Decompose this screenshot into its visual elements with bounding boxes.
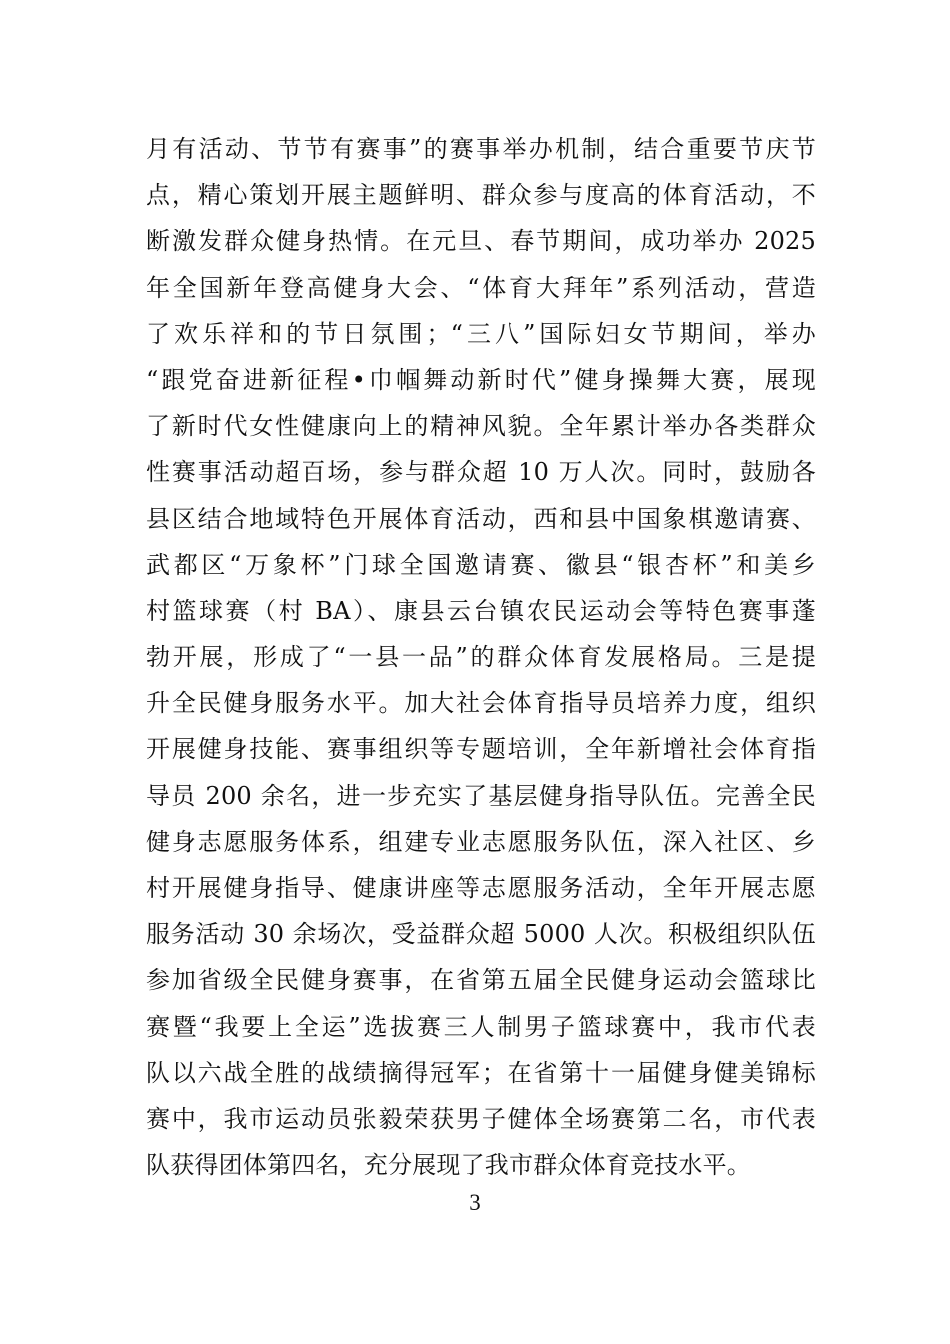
text-line: 县区结合地域特色开展体育活动，西和县中国象棋邀请赛、 bbox=[146, 504, 816, 533]
text-line: 月有活动、节节有赛事”的赛事举办机制，结合重要节庆节 bbox=[146, 135, 816, 163]
text-line: 升全民健身服务水平。加大社会体育指导员培养力度，组织 bbox=[146, 689, 816, 718]
text-line: 赛中，我市运动员张毅荣获男子健体全场赛第二名，市代表 bbox=[146, 1104, 816, 1133]
text-line: 服务活动 30 余场次，受益群众超 5000 人次。积极组织队伍 bbox=[146, 920, 816, 949]
text-line: 点，精心策划开展主题鲜明、群众参与度高的体育活动，不 bbox=[146, 181, 816, 210]
text-line: “跟党奋进新征程•巾帼舞动新时代”健身操舞大赛，展现 bbox=[146, 365, 816, 394]
text-line-last: 队获得团体第四名，充分展现了我市群众体育竞技水平。 bbox=[146, 1151, 751, 1180]
text-line: 村开展健身指导、健康讲座等志愿服务活动，全年开展志愿 bbox=[146, 874, 816, 902]
text-line: 参加省级全民健身赛事，在省第五届全民健身运动会篮球比 bbox=[146, 966, 816, 995]
text-line: 勃开展，形成了“一县一品”的群众体育发展格局。三是提 bbox=[146, 643, 816, 672]
text-line: 性赛事活动超百场，参与群众超 10 万人次。同时，鼓励各 bbox=[146, 458, 816, 487]
text-line: 赛暨“我要上全运”选拔赛三人制男子篮球赛中，我市代表 bbox=[146, 1012, 816, 1041]
text-line: 健身志愿服务体系，组建专业志愿服务队伍，深入社区、乡 bbox=[146, 827, 816, 856]
text-line: 导员 200 余名，进一步充实了基层健身指导队伍。完善全民 bbox=[146, 781, 816, 810]
text-line: 了新时代女性健康向上的精神风貌。全年累计举办各类群众 bbox=[146, 412, 816, 441]
text-line: 队以六战全胜的战绩摘得冠军；在省第十一届健身健美锦标 bbox=[146, 1058, 816, 1087]
text-line: 开展健身技能、赛事组织等专题培训，全年新增社会体育指 bbox=[146, 735, 816, 764]
body-paragraph bbox=[146, 126, 816, 1188]
text-line: 村篮球赛（村 BA）、康县云台镇农民运动会等特色赛事蓬 bbox=[146, 596, 816, 625]
text-line: 断激发群众健身热情。在元旦、春节期间，成功举办 2025 bbox=[146, 227, 816, 256]
page-number: 3 bbox=[469, 1190, 481, 1215]
text-line: 了欢乐祥和的节日氛围；“三八”国际妇女节期间，举办 bbox=[146, 319, 816, 348]
text-line: 年全国新年登高健身大会、“体育大拜年”系列活动，营造 bbox=[146, 273, 816, 302]
text-line: 武都区“万象杯”门球全国邀请赛、徽县“银杏杯”和美乡 bbox=[146, 550, 816, 579]
